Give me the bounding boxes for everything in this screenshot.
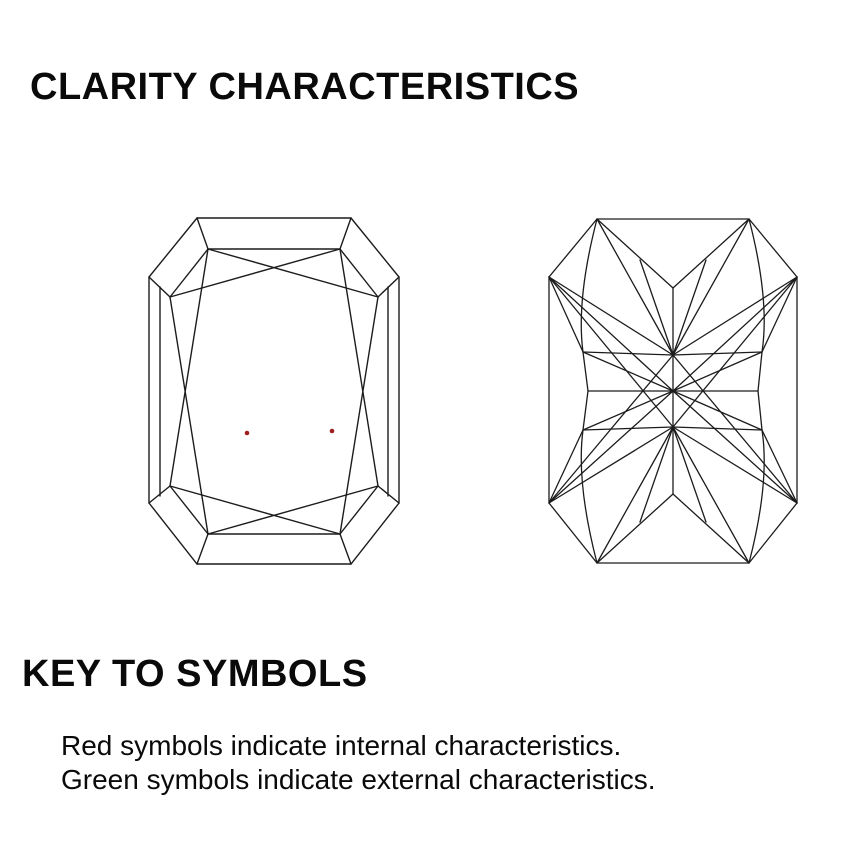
pavilion-view-facet-line	[673, 391, 797, 503]
pavilion-view-facet-line	[597, 427, 673, 563]
crown-view-facet-line	[197, 534, 208, 564]
pavilion-view-facet-line	[673, 277, 797, 391]
pavilion-view-facet-line	[640, 260, 673, 355]
pavilion-view-facet-line	[673, 260, 706, 355]
crown-view-diagram	[149, 218, 399, 564]
internal-characteristics-note: Red symbols indicate internal characteristics.	[61, 730, 622, 761]
pavilion-view-diagram	[549, 219, 797, 563]
pavilion-view-facet-line	[597, 494, 673, 563]
pavilion-view-facet-line	[673, 219, 749, 355]
crown-view-facet-line	[170, 249, 340, 297]
crown-view-girdle-outline	[149, 218, 399, 564]
pavilion-view-facet-line	[673, 427, 749, 563]
pavilion-view-facet-line	[597, 219, 673, 355]
pavilion-view-facet-line	[597, 219, 673, 288]
pavilion-view-facet-line	[673, 219, 749, 288]
crown-view-facet-line	[340, 297, 378, 534]
crown-view-facet-line	[208, 249, 378, 297]
pavilion-view-facet-line	[640, 427, 673, 522]
pavilion-view-facet-line	[549, 391, 673, 503]
crown-view-facet-line	[340, 218, 351, 249]
pavilion-view-facet-line	[673, 427, 706, 522]
pavilion-view-facet-line	[673, 352, 762, 355]
crown-view-facet-line	[197, 218, 208, 249]
crown-view-facet-line	[170, 297, 208, 534]
pavilion-view-facet-line	[583, 427, 673, 430]
crown-view-facet-line	[340, 249, 378, 297]
pavilion-view-facet-line	[673, 427, 762, 430]
internal-pinpoint-symbol	[245, 431, 250, 436]
crown-view-facet-line	[340, 486, 378, 534]
crown-view-facet-line	[170, 486, 208, 534]
pavilion-view-facet-line	[549, 277, 673, 355]
crown-view-facet-line	[208, 486, 378, 534]
pavilion-view-facet-line	[549, 427, 673, 503]
crown-view-facet-line	[170, 249, 208, 486]
crown-view-facet-line	[340, 249, 378, 486]
page-title: CLARITY CHARACTERISTICS	[30, 66, 580, 108]
pavilion-view-facet-line	[583, 352, 673, 355]
pavilion-view-facet-line	[549, 277, 673, 391]
crown-view-facet-line	[170, 249, 208, 297]
key-to-symbols-text	[61, 729, 655, 797]
crown-view-facet-line	[340, 534, 351, 564]
external-characteristics-note: Green symbols indicate external characteristics.	[61, 764, 656, 795]
crown-view-facet-line	[170, 486, 340, 534]
key-to-symbols-heading: KEY TO SYMBOLS	[22, 653, 368, 695]
pavilion-view-facet-line	[673, 494, 749, 563]
internal-pinpoint-symbol	[330, 429, 335, 434]
